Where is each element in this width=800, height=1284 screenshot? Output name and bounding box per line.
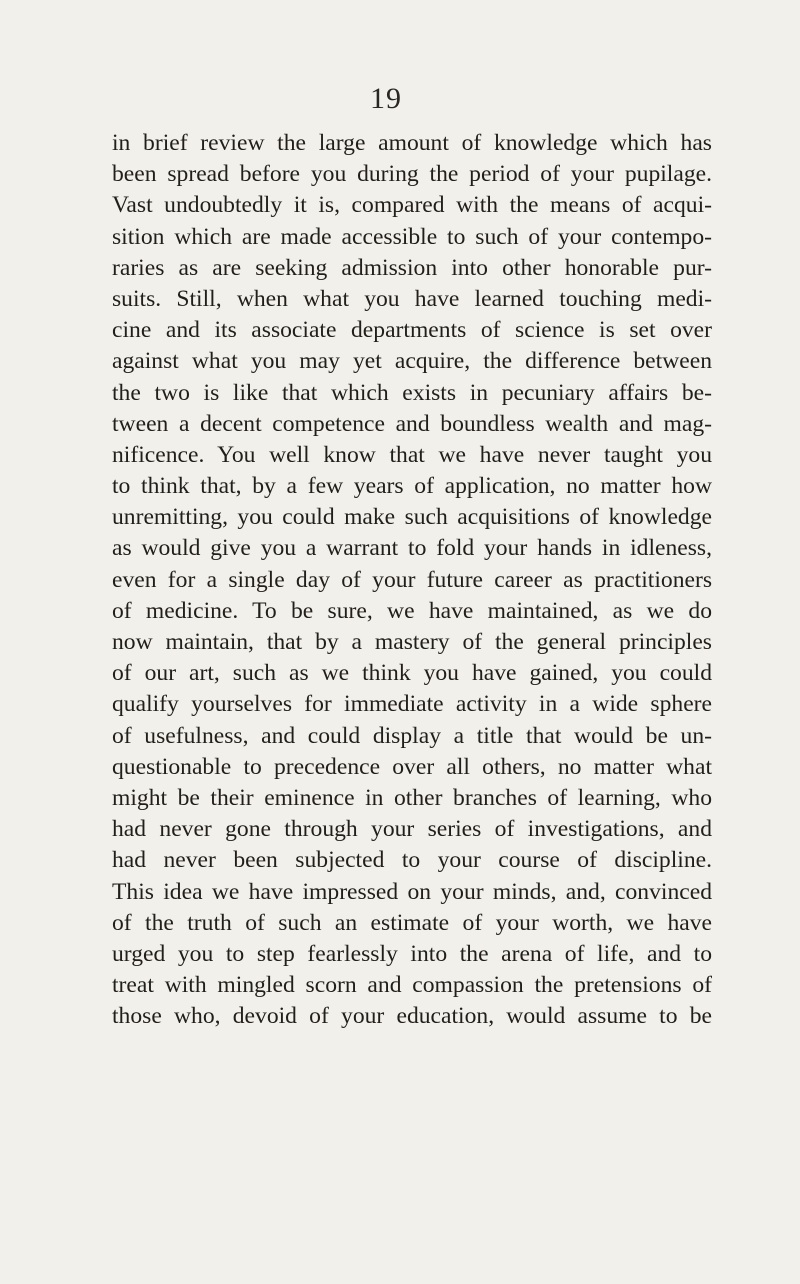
text-line: suits. Still, when what you have learned touching medi- <box>112 285 712 312</box>
text-line: those who, devoid of your education, would assume to be <box>112 1003 712 1030</box>
text-line: now maintain, that by a mastery of the general principles <box>112 629 712 655</box>
text-line: of usefulness, and could display a title that would be un- <box>112 722 712 749</box>
text-line: might be their eminence in other branches of learning, who <box>112 784 712 811</box>
page-number: 19 <box>370 82 402 115</box>
text-line: of medicine. To be sure, we have maintained, as we do <box>112 597 712 624</box>
text-line: cine and its associate departments of science is set over <box>112 317 712 344</box>
text-line: to think that, by a few years of application, no matter how <box>112 473 712 500</box>
body-text <box>112 128 712 1032</box>
text-line: the two is like that which exists in pecuniary affairs be- <box>112 379 712 406</box>
text-line: sition which are made accessible to such of your contempo- <box>112 223 712 250</box>
text-line: urged you to step fearlessly into the arena of life, and to <box>112 940 712 967</box>
text-line: as would give you a warrant to fold your hands in idleness, <box>112 535 712 562</box>
text-line: of the truth of such an estimate of your worth, we have <box>112 909 712 936</box>
text-line: tween a decent competence and boundless wealth and mag- <box>112 410 712 437</box>
text-line: questionable to precedence over all others, no matter what <box>112 753 712 780</box>
text-line: This idea we have impressed on your minds, and, convinced <box>112 878 712 905</box>
text-line: raries as are seeking admission into other honorable pur- <box>112 254 712 281</box>
text-line: had never gone through your series of investigations, and <box>112 816 712 843</box>
text-line: in brief review the large amount of knowledge which has <box>112 130 712 156</box>
text-line: Vast undoubtedly it is, compared with the means of acqui- <box>112 192 712 219</box>
text-line: been spread before you during the period of your pupilage. <box>112 161 712 188</box>
text-line: qualify yourselves for immediate activity in a wide sphere <box>112 691 712 718</box>
text-line: nificence. You well know that we have never taught you <box>112 441 712 468</box>
text-line: treat with mingled scorn and compassion the pretensions of <box>112 972 712 999</box>
text-line: unremitting, you could make such acquisitions of knowledge <box>112 504 712 531</box>
text-line: of our art, such as we think you have gained, you could <box>112 660 712 687</box>
text-line: had never been subjected to your course of discipline. <box>112 847 712 874</box>
text-line: even for a single day of your future career as practitioners <box>112 566 712 593</box>
text-line: against what you may yet acquire, the difference between <box>112 348 712 375</box>
